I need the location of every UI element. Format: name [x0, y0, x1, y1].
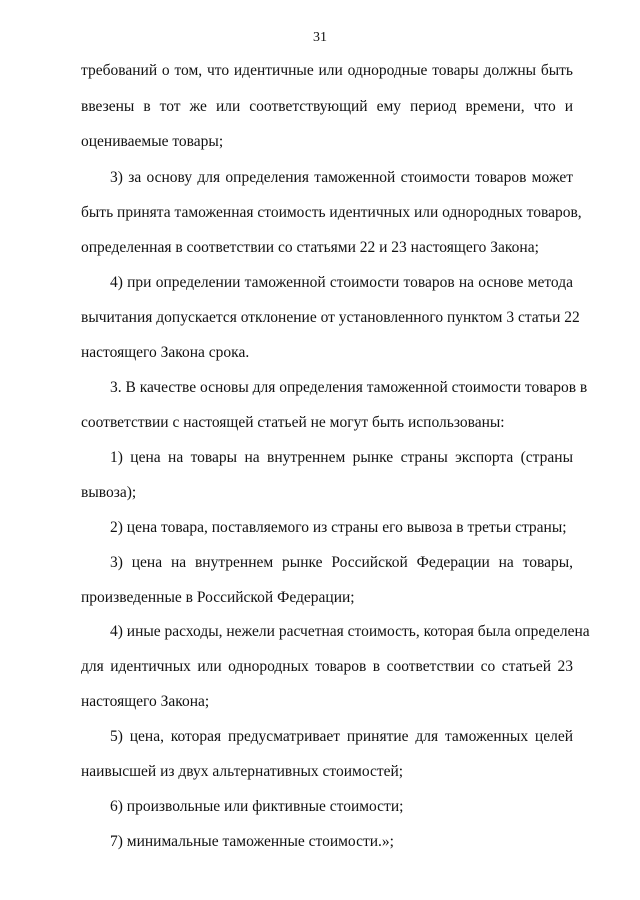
text-line: 3. В качестве основы для определения таможенной стоимости товаров в — [110, 379, 588, 396]
text-line: настоящего Закона срока. — [81, 344, 250, 361]
text-line: для идентичных или однородных товаров в соответствии со статьей 23 — [81, 658, 573, 675]
text-line: 7) минимальные таможенные стоимости.»; — [110, 833, 394, 850]
text-line: определенная в соответствии со статьями 22 и 23 настоящего Закона; — [81, 239, 539, 256]
text-line: 4) при определении таможенной стоимости товаров на основе метода — [110, 274, 573, 291]
text-line: 6) произвольные или фиктивные стоимости; — [110, 798, 404, 815]
text-line: требований о том, что идентичные или однородные товары должны быть — [81, 62, 573, 79]
text-line: 4) иные расходы, нежели расчетная стоимость, которая была определена — [110, 623, 590, 640]
text-line: произведенные в Российской Федерации; — [81, 589, 355, 606]
text-line: быть принята таможенная стоимость идентичных или однородных товаров, — [81, 204, 582, 221]
text-line: 5) цена, которая предусматривает принятие для таможенных целей — [110, 728, 573, 745]
text-line: 3) за основу для определения таможенной стоимости товаров может — [110, 169, 573, 186]
text-line: ввезены в тот же или соответствующий ему период времени, что и — [81, 98, 573, 115]
text-line: 1) цена на товары на внутреннем рынке страны экспорта (страны — [110, 449, 573, 466]
text-line: наивысшей из двух альтернативных стоимостей; — [81, 763, 404, 780]
text-line: соответствии с настоящей статьей не могут быть использованы: — [81, 414, 505, 431]
text-line: вычитания допускается отклонение от установленного пунктом 3 статьи 22 — [81, 309, 580, 326]
text-line: настоящего Закона; — [81, 693, 210, 710]
text-line: 2) цена товара, поставляемого из страны его вывоза в третьи страны; — [110, 519, 567, 536]
text-line: вывоза); — [81, 484, 137, 501]
text-line: 3) цена на внутреннем рынке Российской Федерации на товары, — [110, 554, 573, 571]
text-line: оцениваемые товары; — [81, 133, 224, 150]
page-number: 31 — [313, 30, 327, 45]
